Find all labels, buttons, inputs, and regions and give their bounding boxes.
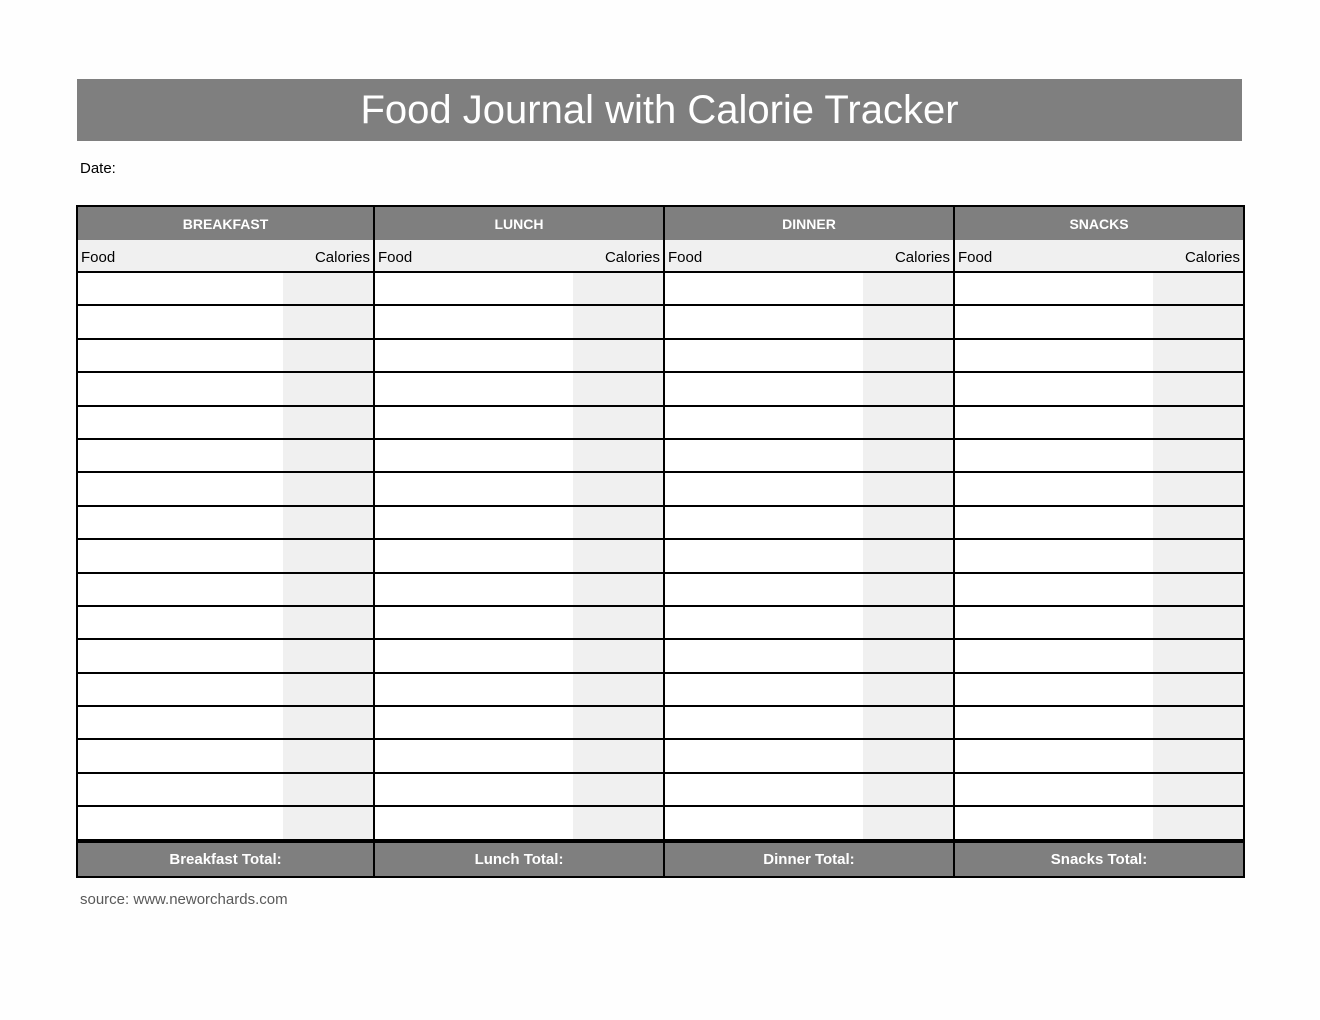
food-cell[interactable] xyxy=(375,774,573,805)
table-row xyxy=(955,774,1243,807)
food-cell[interactable] xyxy=(375,273,573,304)
food-cell[interactable] xyxy=(665,707,863,738)
table-row xyxy=(375,740,663,773)
food-column-header: Food xyxy=(958,249,993,266)
calories-cell[interactable] xyxy=(863,507,953,538)
table-row xyxy=(665,306,953,339)
food-cell[interactable] xyxy=(665,674,863,705)
table-row xyxy=(78,507,373,540)
table-row xyxy=(78,640,373,673)
section-total xyxy=(665,841,953,876)
food-column-header: Food xyxy=(668,249,703,266)
calories-cell[interactable] xyxy=(573,574,663,605)
date-label: Date: xyxy=(80,160,116,177)
section-header: SNACKS xyxy=(955,207,1243,240)
calories-cell[interactable] xyxy=(863,473,953,504)
calories-cell[interactable] xyxy=(863,674,953,705)
food-cell[interactable] xyxy=(78,440,283,471)
food-cell[interactable] xyxy=(375,574,573,605)
calories-cell[interactable] xyxy=(1153,440,1243,471)
food-cell[interactable] xyxy=(955,574,1153,605)
calories-cell[interactable] xyxy=(863,740,953,771)
food-cell[interactable] xyxy=(78,707,283,738)
calories-cell[interactable] xyxy=(573,674,663,705)
table-row xyxy=(78,774,373,807)
total-label: Lunch Total: xyxy=(474,850,564,868)
food-cell[interactable] xyxy=(375,306,573,337)
calories-cell[interactable] xyxy=(1153,540,1243,571)
section-header: BREAKFAST xyxy=(78,207,373,240)
calories-column-header: Calories xyxy=(604,249,660,266)
calories-cell[interactable] xyxy=(863,574,953,605)
food-cell[interactable] xyxy=(375,540,573,571)
calories-cell[interactable] xyxy=(863,440,953,471)
calories-cell[interactable] xyxy=(283,707,373,738)
calories-cell[interactable] xyxy=(863,707,953,738)
food-cell[interactable] xyxy=(375,607,573,638)
calories-column-header: Calories xyxy=(894,249,950,266)
table-row xyxy=(375,373,663,406)
table-row xyxy=(955,306,1243,339)
food-cell[interactable] xyxy=(955,407,1153,438)
calories-cell[interactable] xyxy=(863,273,953,304)
calories-cell[interactable] xyxy=(1153,807,1243,838)
table-row xyxy=(665,340,953,373)
calories-cell[interactable] xyxy=(283,807,373,838)
food-cell[interactable] xyxy=(955,640,1153,671)
food-cell[interactable] xyxy=(375,807,573,838)
section-snacks xyxy=(953,207,1243,876)
food-cell[interactable] xyxy=(665,807,863,838)
section-header: LUNCH xyxy=(375,207,663,240)
table-row xyxy=(955,473,1243,506)
table-row xyxy=(665,574,953,607)
calories-cell[interactable] xyxy=(573,440,663,471)
food-cell[interactable] xyxy=(665,473,863,504)
food-cell[interactable] xyxy=(375,373,573,404)
table-row xyxy=(375,407,663,440)
calories-cell[interactable] xyxy=(863,607,953,638)
table-row xyxy=(665,774,953,807)
calories-cell[interactable] xyxy=(573,540,663,571)
table-row xyxy=(375,640,663,673)
calories-cell[interactable] xyxy=(283,540,373,571)
calories-cell[interactable] xyxy=(573,640,663,671)
table-row xyxy=(375,707,663,740)
food-cell[interactable] xyxy=(665,640,863,671)
page-title: Food Journal with Calorie Tracker xyxy=(77,79,1242,141)
table-row xyxy=(78,407,373,440)
food-cell[interactable] xyxy=(78,373,283,404)
table-row xyxy=(955,340,1243,373)
source-credit: source: www.neworchards.com xyxy=(80,891,288,908)
calories-cell[interactable] xyxy=(283,407,373,438)
table-row xyxy=(78,674,373,707)
calories-cell[interactable] xyxy=(283,440,373,471)
table-row xyxy=(375,507,663,540)
calories-cell[interactable] xyxy=(573,774,663,805)
food-cell[interactable] xyxy=(78,607,283,638)
calories-cell[interactable] xyxy=(573,707,663,738)
table-row xyxy=(955,740,1243,773)
calories-cell[interactable] xyxy=(573,607,663,638)
section-total xyxy=(375,841,663,876)
food-column-header: Food xyxy=(81,249,116,266)
food-cell[interactable] xyxy=(375,740,573,771)
table-row xyxy=(665,507,953,540)
table-row xyxy=(665,273,953,306)
food-cell[interactable] xyxy=(375,640,573,671)
calories-cell[interactable] xyxy=(863,807,953,838)
food-cell[interactable] xyxy=(78,574,283,605)
table-row xyxy=(665,740,953,773)
calories-cell[interactable] xyxy=(573,407,663,438)
table-row xyxy=(78,740,373,773)
calories-cell[interactable] xyxy=(283,574,373,605)
food-cell[interactable] xyxy=(78,306,283,337)
table-row xyxy=(78,340,373,373)
table-row xyxy=(955,574,1243,607)
calories-cell[interactable] xyxy=(1153,507,1243,538)
calories-cell[interactable] xyxy=(283,273,373,304)
food-cell[interactable] xyxy=(665,774,863,805)
calories-cell[interactable] xyxy=(573,340,663,371)
calories-cell[interactable] xyxy=(1153,373,1243,404)
calories-cell[interactable] xyxy=(283,306,373,337)
table-row xyxy=(665,407,953,440)
column-headers xyxy=(665,240,953,273)
table-row xyxy=(375,607,663,640)
table-row xyxy=(78,373,373,406)
calories-column-header: Calories xyxy=(1184,249,1240,266)
table-row xyxy=(955,607,1243,640)
food-cell[interactable] xyxy=(955,440,1153,471)
column-headers xyxy=(375,240,663,273)
food-cell[interactable] xyxy=(375,473,573,504)
section-total xyxy=(955,841,1243,876)
calories-cell[interactable] xyxy=(863,774,953,805)
calories-cell[interactable] xyxy=(863,540,953,571)
table-row xyxy=(78,574,373,607)
food-journal-table xyxy=(76,205,1245,878)
table-row xyxy=(665,607,953,640)
calories-cell[interactable] xyxy=(283,774,373,805)
calories-cell[interactable] xyxy=(1153,607,1243,638)
section-breakfast xyxy=(78,207,373,876)
calories-cell[interactable] xyxy=(573,507,663,538)
calories-cell[interactable] xyxy=(283,674,373,705)
calories-cell[interactable] xyxy=(1153,640,1243,671)
column-headers xyxy=(78,240,373,273)
food-cell[interactable] xyxy=(375,340,573,371)
food-cell[interactable] xyxy=(78,273,283,304)
food-cell[interactable] xyxy=(665,540,863,571)
table-row xyxy=(665,807,953,840)
food-cell[interactable] xyxy=(78,507,283,538)
food-cell[interactable] xyxy=(955,607,1153,638)
table-row xyxy=(665,640,953,673)
calories-cell[interactable] xyxy=(283,607,373,638)
section-total xyxy=(78,841,373,876)
calories-cell[interactable] xyxy=(573,473,663,504)
table-row xyxy=(955,507,1243,540)
food-cell[interactable] xyxy=(955,507,1153,538)
table-row xyxy=(375,807,663,840)
food-cell[interactable] xyxy=(78,774,283,805)
section-lunch xyxy=(373,207,663,876)
table-row xyxy=(375,540,663,573)
food-column-header: Food xyxy=(378,249,413,266)
table-row xyxy=(78,807,373,840)
table-row xyxy=(78,473,373,506)
calories-cell[interactable] xyxy=(863,640,953,671)
table-row xyxy=(955,707,1243,740)
calories-cell[interactable] xyxy=(1153,407,1243,438)
calories-cell[interactable] xyxy=(863,306,953,337)
food-cell[interactable] xyxy=(955,373,1153,404)
table-row xyxy=(955,674,1243,707)
calories-cell[interactable] xyxy=(573,373,663,404)
food-cell[interactable] xyxy=(78,640,283,671)
food-cell[interactable] xyxy=(665,340,863,371)
food-cell[interactable] xyxy=(375,507,573,538)
table-row xyxy=(665,674,953,707)
table-row xyxy=(375,473,663,506)
food-cell[interactable] xyxy=(665,507,863,538)
calories-cell[interactable] xyxy=(573,807,663,838)
calories-cell[interactable] xyxy=(573,306,663,337)
total-label: Snacks Total: xyxy=(1050,850,1148,868)
food-cell[interactable] xyxy=(955,774,1153,805)
food-cell[interactable] xyxy=(955,740,1153,771)
table-row xyxy=(375,440,663,473)
calories-cell[interactable] xyxy=(1153,574,1243,605)
calories-cell[interactable] xyxy=(283,740,373,771)
calories-cell[interactable] xyxy=(1153,340,1243,371)
table-row xyxy=(78,707,373,740)
table-row xyxy=(375,674,663,707)
calories-cell[interactable] xyxy=(1153,473,1243,504)
calories-cell[interactable] xyxy=(283,373,373,404)
calories-cell[interactable] xyxy=(1153,674,1243,705)
food-cell[interactable] xyxy=(375,707,573,738)
food-cell[interactable] xyxy=(78,674,283,705)
table-row xyxy=(78,440,373,473)
table-row xyxy=(78,273,373,306)
calories-cell[interactable] xyxy=(283,640,373,671)
table-row xyxy=(665,707,953,740)
table-row xyxy=(78,306,373,339)
table-row xyxy=(665,540,953,573)
food-cell[interactable] xyxy=(78,540,283,571)
calories-cell[interactable] xyxy=(1153,273,1243,304)
food-cell[interactable] xyxy=(78,473,283,504)
total-label: Breakfast Total: xyxy=(169,850,282,868)
food-cell[interactable] xyxy=(375,407,573,438)
food-cell[interactable] xyxy=(78,407,283,438)
food-cell[interactable] xyxy=(955,340,1153,371)
food-cell[interactable] xyxy=(375,440,573,471)
food-cell[interactable] xyxy=(665,607,863,638)
table-row xyxy=(665,373,953,406)
calories-cell[interactable] xyxy=(573,273,663,304)
table-row xyxy=(955,540,1243,573)
total-label: Dinner Total: xyxy=(763,850,855,868)
table-row xyxy=(375,574,663,607)
calories-cell[interactable] xyxy=(1153,707,1243,738)
table-row xyxy=(78,540,373,573)
food-cell[interactable] xyxy=(665,306,863,337)
food-cell[interactable] xyxy=(955,707,1153,738)
calories-cell[interactable] xyxy=(283,340,373,371)
table-row xyxy=(375,340,663,373)
food-cell[interactable] xyxy=(665,440,863,471)
table-row xyxy=(955,373,1243,406)
calories-cell[interactable] xyxy=(863,373,953,404)
calories-cell[interactable] xyxy=(1153,740,1243,771)
food-cell[interactable] xyxy=(78,807,283,838)
section-dinner xyxy=(663,207,953,876)
food-cell[interactable] xyxy=(955,306,1153,337)
food-cell[interactable] xyxy=(955,807,1153,838)
food-cell[interactable] xyxy=(375,674,573,705)
calories-cell[interactable] xyxy=(1153,306,1243,337)
section-header: DINNER xyxy=(665,207,953,240)
column-headers xyxy=(955,240,1243,273)
table-row xyxy=(78,607,373,640)
table-row xyxy=(955,407,1243,440)
food-cell[interactable] xyxy=(665,373,863,404)
calories-cell[interactable] xyxy=(283,507,373,538)
food-cell[interactable] xyxy=(955,540,1153,571)
table-row xyxy=(955,273,1243,306)
food-cell[interactable] xyxy=(955,273,1153,304)
food-cell[interactable] xyxy=(955,473,1153,504)
food-cell[interactable] xyxy=(665,273,863,304)
table-row xyxy=(375,273,663,306)
calories-column-header: Calories xyxy=(314,249,370,266)
calories-cell[interactable] xyxy=(863,340,953,371)
table-row xyxy=(665,473,953,506)
calories-cell[interactable] xyxy=(573,740,663,771)
table-row xyxy=(375,774,663,807)
table-row xyxy=(955,807,1243,840)
table-row xyxy=(665,440,953,473)
food-cell[interactable] xyxy=(665,407,863,438)
calories-cell[interactable] xyxy=(863,407,953,438)
food-cell[interactable] xyxy=(665,740,863,771)
food-cell[interactable] xyxy=(955,674,1153,705)
table-row xyxy=(955,640,1243,673)
table-row xyxy=(955,440,1243,473)
calories-cell[interactable] xyxy=(1153,774,1243,805)
calories-cell[interactable] xyxy=(283,473,373,504)
table-row xyxy=(375,306,663,339)
food-cell[interactable] xyxy=(78,340,283,371)
food-cell[interactable] xyxy=(665,574,863,605)
food-cell[interactable] xyxy=(78,740,283,771)
